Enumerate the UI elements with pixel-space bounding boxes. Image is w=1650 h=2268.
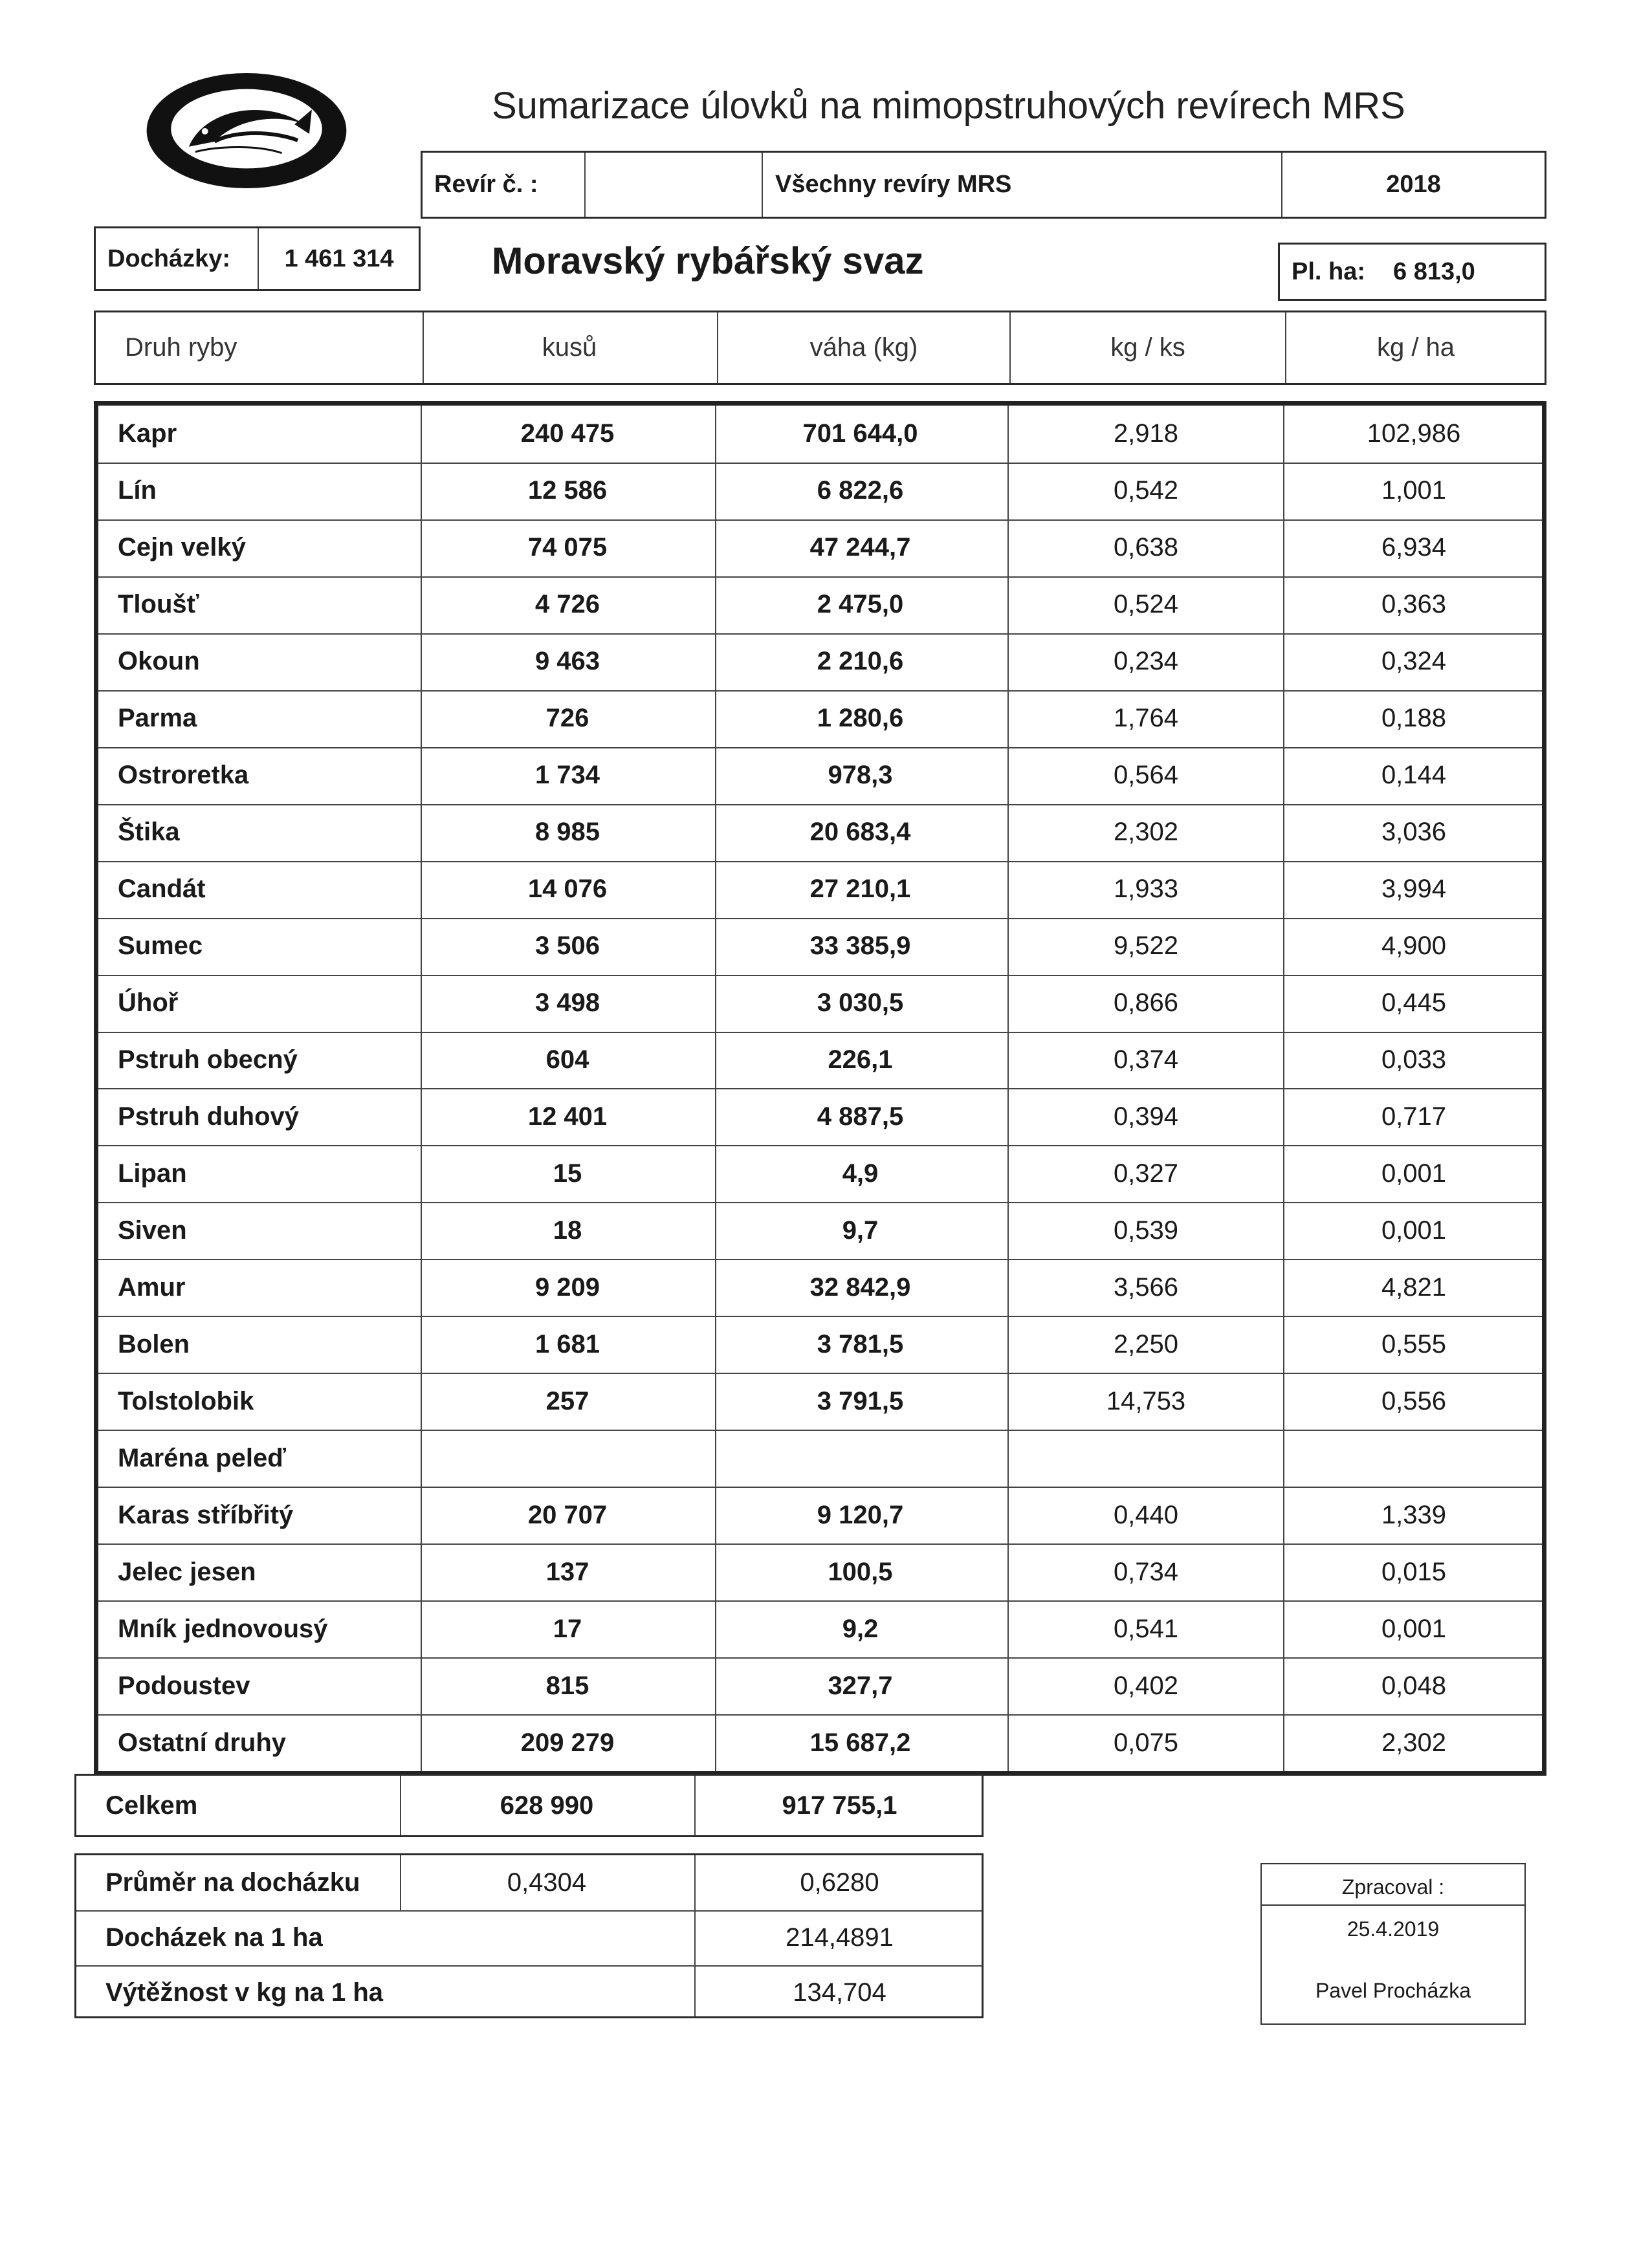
cell-vaha: 47 244,7 xyxy=(809,533,911,562)
summary-row xyxy=(76,1965,982,2020)
table-row xyxy=(98,519,1542,578)
cell-vaha xyxy=(716,1430,1004,1487)
processed-label: Zpracoval : xyxy=(1341,1875,1445,1899)
cell-kg-ha: 0,001 xyxy=(1381,1159,1447,1188)
table-row xyxy=(98,690,1542,748)
cell-kg-ks: 0,075 xyxy=(1113,1728,1179,1757)
table-row xyxy=(98,576,1542,635)
cell-kg-ks: 0,638 xyxy=(1113,533,1179,562)
revir-name: Všechny revíry MRS xyxy=(775,171,1012,198)
cell-kusu: 3 506 xyxy=(534,932,600,961)
cell-kg-ks: 0,541 xyxy=(1113,1614,1179,1643)
cell-druh: Podoustev xyxy=(118,1671,250,1700)
table-row xyxy=(98,1714,1542,1771)
cell-kg-ha: 0,717 xyxy=(1381,1102,1447,1131)
cell-kg-ha: 1,001 xyxy=(1381,476,1447,505)
cell-kusu: 240 475 xyxy=(520,419,615,448)
summary-box xyxy=(74,1853,984,2018)
cell-vaha: 701 644,0 xyxy=(802,419,918,448)
table-row xyxy=(98,463,1542,521)
cell-vaha: 33 385,9 xyxy=(809,932,911,961)
summary-label: Průměr na docházku xyxy=(105,1868,360,1897)
cell-kusu xyxy=(422,1430,713,1487)
cell-kg-ha: 4,900 xyxy=(1381,932,1447,961)
cell-vaha: 9,2 xyxy=(842,1614,879,1643)
cell-kusu: 12 401 xyxy=(527,1102,608,1131)
cell-druh: Kapr xyxy=(118,419,177,448)
cell-kg-ks: 1,933 xyxy=(1113,875,1179,904)
cell-kg-ha: 4,821 xyxy=(1381,1272,1447,1302)
cell-vaha: 32 842,9 xyxy=(809,1272,911,1302)
cell-kusu: 18 xyxy=(553,1216,582,1245)
table-row xyxy=(98,1430,1542,1488)
cell-kusu: 3 498 xyxy=(534,988,600,1018)
cell-druh: Mník jednovousý xyxy=(118,1614,328,1643)
table-row xyxy=(98,1487,1542,1545)
summary-kusu xyxy=(401,1910,692,1965)
cell-kg-ks xyxy=(1009,1430,1283,1487)
table-row xyxy=(98,1089,1542,1147)
summary-row xyxy=(76,1855,982,1912)
cell-vaha: 100,5 xyxy=(828,1557,893,1586)
cell-vaha: 226,1 xyxy=(828,1045,893,1074)
cell-kg-ha: 0,144 xyxy=(1381,761,1447,790)
cell-druh: Cejn velký xyxy=(118,533,246,562)
cell-vaha: 20 683,4 xyxy=(809,818,911,847)
cell-kusu: 1 681 xyxy=(534,1329,600,1358)
cell-vaha: 4,9 xyxy=(842,1159,879,1188)
cell-kusu: 15 xyxy=(553,1159,582,1188)
table-row xyxy=(98,861,1542,919)
revir-box xyxy=(421,151,1546,219)
cell-kg-ha: 6,934 xyxy=(1381,533,1447,562)
plocha-value: 6 813,0 xyxy=(1393,257,1475,285)
cell-kg-ks: 2,918 xyxy=(1113,419,1179,448)
cell-kg-ks: 2,250 xyxy=(1113,1329,1179,1358)
cell-kusu: 4 726 xyxy=(534,590,600,619)
totals-label: Celkem xyxy=(105,1791,198,1820)
header-druh: Druh ryby xyxy=(125,333,237,362)
cell-kusu: 9 209 xyxy=(534,1272,600,1302)
cell-vaha: 9 120,7 xyxy=(817,1500,904,1529)
summary-label: Docházek na 1 ha xyxy=(105,1923,323,1952)
cell-druh: Ostroretka xyxy=(118,761,249,790)
cell-kg-ks: 0,394 xyxy=(1113,1102,1179,1131)
header-vaha: váha (kg) xyxy=(809,333,918,362)
cell-vaha: 327,7 xyxy=(828,1671,893,1700)
cell-druh: Jelec jesen xyxy=(118,1557,256,1586)
summary-vaha: 0,6280 xyxy=(800,1868,879,1897)
cell-kg-ks: 0,234 xyxy=(1113,647,1179,676)
cell-druh: Štika xyxy=(118,818,180,847)
cell-druh: Tolstolobik xyxy=(118,1386,254,1415)
document-title: Sumarizace úlovků na mimopstruhových revírech MRS xyxy=(492,85,1405,127)
cell-kg-ks: 0,564 xyxy=(1113,761,1179,790)
cell-druh: Maréna peleď xyxy=(118,1443,286,1472)
cell-druh: Lipan xyxy=(118,1159,187,1188)
cell-kg-ks: 0,866 xyxy=(1113,988,1179,1018)
cell-kg-ha: 1,339 xyxy=(1381,1500,1447,1529)
table-row xyxy=(98,406,1542,464)
cell-kusu: 17 xyxy=(553,1614,582,1643)
cell-kusu: 74 075 xyxy=(527,533,608,562)
totals-row xyxy=(74,1774,984,1837)
cell-kusu: 12 586 xyxy=(527,476,608,505)
cell-druh: Ostatní druhy xyxy=(118,1728,287,1757)
mrs-logo xyxy=(144,70,349,191)
plocha-label: Pl. ha: xyxy=(1292,257,1366,285)
cell-kg-ha: 0,556 xyxy=(1381,1386,1447,1415)
cell-kg-ks: 9,522 xyxy=(1113,932,1179,961)
cell-vaha: 6 822,6 xyxy=(817,476,904,505)
table-row xyxy=(98,1600,1542,1659)
dochazky-label: Docházky: xyxy=(107,245,231,272)
cell-kg-ha: 0,015 xyxy=(1381,1557,1447,1586)
cell-vaha: 4 887,5 xyxy=(817,1102,904,1131)
cell-vaha: 3 030,5 xyxy=(817,988,904,1018)
cell-kg-ha: 0,048 xyxy=(1381,1671,1447,1700)
processed-date: 25.4.2019 xyxy=(1347,1917,1440,1941)
table-row xyxy=(98,1543,1542,1602)
table-row xyxy=(98,633,1542,692)
cell-kusu: 604 xyxy=(545,1045,589,1074)
summary-vaha: 134,704 xyxy=(793,1978,886,2007)
cell-druh: Pstruh obecný xyxy=(118,1045,298,1074)
cell-kg-ha: 0,001 xyxy=(1381,1216,1447,1245)
cell-vaha: 1 280,6 xyxy=(817,704,904,733)
cell-kg-ha: 0,555 xyxy=(1381,1329,1447,1358)
organization-name: Moravský rybářský svaz xyxy=(492,240,924,282)
processed-name: Pavel Procházka xyxy=(1315,1978,1471,2002)
cell-kg-ks: 0,327 xyxy=(1113,1159,1179,1188)
cell-kg-ha: 2,302 xyxy=(1381,1728,1447,1757)
table-row xyxy=(98,1145,1542,1203)
cell-druh: Sumec xyxy=(118,932,203,961)
cell-druh: Candát xyxy=(118,875,206,904)
table-row xyxy=(98,804,1542,862)
revir-number xyxy=(586,153,760,217)
totals-kusu: 628 990 xyxy=(500,1791,594,1820)
cell-kg-ha xyxy=(1284,1430,1543,1487)
table-row xyxy=(98,1032,1542,1090)
cell-vaha: 2 475,0 xyxy=(817,590,904,619)
table-header xyxy=(94,311,1546,385)
cell-kusu: 14 076 xyxy=(527,875,608,904)
cell-vaha: 2 210,6 xyxy=(817,647,904,676)
header-kg-ks: kg / ks xyxy=(1110,333,1185,362)
table-row xyxy=(98,1657,1542,1716)
cell-kg-ha: 102,986 xyxy=(1367,419,1461,448)
cell-kg-ks: 0,374 xyxy=(1113,1045,1179,1074)
header-kusu: kusů xyxy=(542,333,597,362)
cell-kg-ks: 0,542 xyxy=(1113,476,1179,505)
header-kg-ha: kg / ha xyxy=(1376,333,1455,362)
table-row xyxy=(98,1373,1542,1431)
cell-druh: Tloušť xyxy=(118,590,199,619)
table-row xyxy=(98,975,1542,1033)
cell-kg-ks: 0,402 xyxy=(1113,1671,1179,1700)
cell-kusu: 726 xyxy=(545,704,589,733)
table-row xyxy=(98,1202,1542,1260)
summary-row xyxy=(76,1910,982,1967)
catch-table xyxy=(94,401,1546,1776)
cell-druh: Karas stříbřitý xyxy=(118,1500,294,1529)
cell-druh: Amur xyxy=(118,1272,186,1302)
cell-vaha: 27 210,1 xyxy=(809,875,911,904)
cell-kusu: 8 985 xyxy=(534,818,600,847)
summary-label: Výtěžnost v kg na 1 ha xyxy=(105,1978,384,2007)
cell-druh: Úhoř xyxy=(118,988,179,1018)
cell-druh: Bolen xyxy=(118,1329,190,1358)
cell-kg-ks: 0,524 xyxy=(1113,590,1179,619)
table-row xyxy=(98,918,1542,976)
dochazky-value: 1 461 314 xyxy=(284,245,394,272)
cell-kusu: 209 279 xyxy=(520,1728,615,1757)
table-row xyxy=(98,1259,1542,1317)
cell-kusu: 20 707 xyxy=(527,1500,608,1529)
cell-vaha: 9,7 xyxy=(842,1216,879,1245)
cell-kg-ha: 3,994 xyxy=(1381,875,1447,904)
cell-kg-ha: 0,001 xyxy=(1381,1614,1447,1643)
revir-label: Revír č. : xyxy=(434,171,538,198)
cell-kg-ks: 0,734 xyxy=(1113,1557,1179,1586)
plocha-box xyxy=(1278,243,1546,301)
cell-kusu: 257 xyxy=(545,1386,589,1415)
cell-druh: Siven xyxy=(118,1216,187,1245)
cell-kusu: 1 734 xyxy=(534,761,600,790)
cell-kg-ks: 14,753 xyxy=(1106,1386,1186,1415)
cell-kg-ks: 2,302 xyxy=(1113,818,1179,847)
cell-druh: Lín xyxy=(118,476,157,505)
cell-druh: Okoun xyxy=(118,647,200,676)
cell-kg-ks: 3,566 xyxy=(1113,1272,1179,1302)
revir-year: 2018 xyxy=(1386,171,1441,198)
cell-kg-ha: 0,445 xyxy=(1381,988,1447,1018)
cell-kg-ks: 0,539 xyxy=(1113,1216,1179,1245)
cell-kusu: 137 xyxy=(545,1557,589,1586)
table-row xyxy=(98,1316,1542,1374)
totals-vaha: 917 755,1 xyxy=(782,1791,897,1820)
cell-kg-ha: 3,036 xyxy=(1381,818,1447,847)
cell-kg-ha: 0,363 xyxy=(1381,590,1447,619)
cell-vaha: 15 687,2 xyxy=(809,1728,911,1757)
cell-kg-ks: 0,440 xyxy=(1113,1500,1179,1529)
cell-kusu: 815 xyxy=(545,1671,589,1700)
table-row xyxy=(98,747,1542,805)
cell-druh: Pstruh duhový xyxy=(118,1102,300,1131)
summary-vaha: 214,4891 xyxy=(786,1923,894,1952)
cell-kg-ha: 0,033 xyxy=(1381,1045,1447,1074)
cell-kg-ks: 1,764 xyxy=(1113,704,1179,733)
cell-kg-ha: 0,324 xyxy=(1381,647,1447,676)
summary-kusu xyxy=(401,1965,692,2020)
processed-box xyxy=(1260,1863,1526,2025)
dochazky-box xyxy=(94,226,421,291)
cell-vaha: 3 791,5 xyxy=(817,1386,904,1415)
cell-kusu: 9 463 xyxy=(534,647,600,676)
summary-kusu: 0,4304 xyxy=(507,1868,587,1897)
cell-vaha: 978,3 xyxy=(828,761,893,790)
cell-kg-ha: 0,188 xyxy=(1381,704,1447,733)
cell-druh: Parma xyxy=(118,704,197,733)
cell-vaha: 3 781,5 xyxy=(817,1329,904,1358)
